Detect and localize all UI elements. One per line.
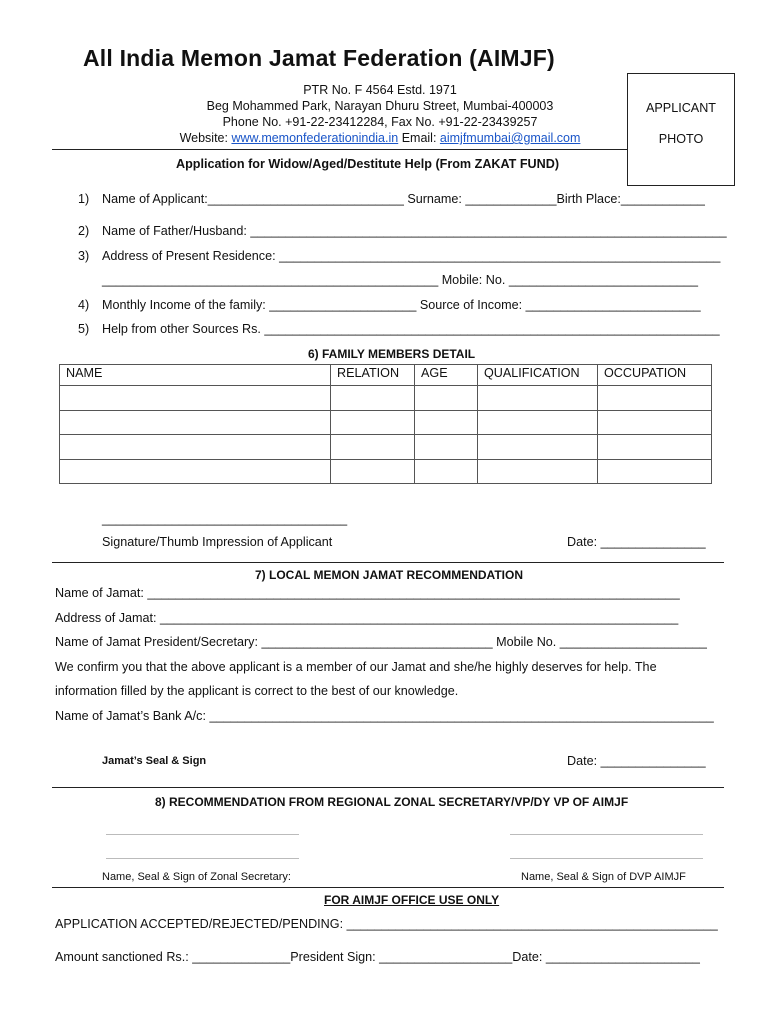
table-header-row — [60, 365, 712, 386]
field-number-1: 1) — [78, 192, 90, 206]
column-header-relation: RELATION — [331, 365, 415, 386]
org-phone: Phone No. +91-22-23412284, Fax No. +91-22-23439257 — [222, 115, 538, 129]
table-cell[interactable] — [415, 435, 478, 460]
table-row — [60, 459, 712, 484]
form-title: Application for Widow/Aged/Destitute Help (From ZAKAT FUND) — [176, 157, 560, 171]
table-row — [60, 386, 712, 411]
applicant-photo-box[interactable] — [627, 73, 735, 186]
table-cell[interactable] — [598, 435, 712, 460]
email-link[interactable]: aimjfmumbai@gmail.com — [439, 131, 581, 145]
email-label: Email: — [398, 131, 440, 145]
jamat-seal-sign-label: Jamat’s Seal & Sign — [102, 755, 207, 767]
website-label: Website: — [179, 131, 232, 145]
family-section-heading: 6) FAMILY MEMBERS DETAIL — [308, 347, 476, 361]
photo-label-applicant: APPLICANT — [646, 101, 716, 115]
table-cell[interactable] — [60, 386, 331, 411]
application-status-field[interactable]: APPLICATION ACCEPTED/REJECTED/PENDING: _____________________________________________________ — [55, 917, 718, 931]
photo-label-photo: PHOTO — [658, 132, 704, 146]
table-cell[interactable] — [478, 435, 598, 460]
dvp-label: Name, Seal & Sign of DVP AIMJF — [521, 871, 686, 883]
table-cell[interactable] — [331, 386, 415, 411]
jamat-name-field[interactable]: Name of Jamat: ____________________________________________________________________________ — [55, 586, 680, 600]
table-cell[interactable] — [598, 459, 712, 484]
header-divider — [52, 149, 627, 150]
column-header-qualification: QUALIFICATION — [478, 365, 598, 386]
column-header-name: NAME — [60, 365, 331, 386]
page-title: All India Memon Jamat Federation (AIMJF) — [83, 45, 555, 71]
regional-section-heading: 8) RECOMMENDATION FROM REGIONAL ZONAL SECRETARY/VP/DY VP OF AIMJF — [155, 795, 629, 809]
applicant-name-field[interactable]: Name of Applicant:____________________________ Surname: _____________Birth Place:____________ — [102, 192, 705, 206]
signature-line[interactable]: ___________________________________ — [102, 512, 348, 526]
table-cell[interactable] — [478, 386, 598, 411]
table-cell[interactable] — [60, 459, 331, 484]
table-cell[interactable] — [60, 410, 331, 435]
field-number-4: 4) — [78, 298, 90, 312]
table-cell[interactable] — [60, 435, 331, 460]
field-number-3: 3) — [78, 249, 90, 263]
confirmation-text-line2: information filled by the applicant is correct to the best of our knowledge. — [55, 684, 459, 698]
zonal-sign-line-2[interactable] — [106, 858, 299, 859]
residence-address-field[interactable]: Address of Present Residence: _______________________________________________________________ — [102, 249, 721, 263]
section-divider — [52, 887, 724, 888]
field-number-5: 5) — [78, 322, 90, 336]
column-header-occupation: OCCUPATION — [598, 365, 712, 386]
office-use-heading: FOR AIMJF OFFICE USE ONLY — [324, 893, 500, 907]
field-number-2: 2) — [78, 224, 90, 238]
confirmation-text-line1: We confirm you that the above applicant is a member of our Jamat and she/he highly deserves for help. The — [55, 660, 657, 674]
registration-number: PTR No. F 4564 Estd. 1971 — [303, 83, 457, 97]
zonal-sign-line-1[interactable] — [106, 834, 299, 835]
table-cell[interactable] — [598, 386, 712, 411]
table-cell[interactable] — [598, 410, 712, 435]
residence-mobile-field[interactable]: ________________________________________________ Mobile: No. ___________________________ — [102, 273, 698, 287]
family-members-table — [59, 364, 712, 484]
jamat-bank-field[interactable]: Name of Jamat’s Bank A/c: ________________________________________________________________________ — [55, 709, 714, 723]
applicant-date-field[interactable]: Date: _______________ — [567, 535, 706, 549]
org-contact-line — [160, 131, 600, 145]
jamat-address-field[interactable]: Address of Jamat: __________________________________________________________________________ — [55, 611, 679, 625]
column-header-age: AGE — [415, 365, 478, 386]
section-divider — [52, 787, 724, 788]
table-cell[interactable] — [331, 435, 415, 460]
website-link[interactable]: www.memonfederationindia.in — [231, 131, 399, 145]
table-cell[interactable] — [415, 386, 478, 411]
table-row — [60, 435, 712, 460]
table-cell[interactable] — [331, 459, 415, 484]
table-cell[interactable] — [331, 410, 415, 435]
zonal-secretary-label: Name, Seal & Sign of Zonal Secretary: — [102, 871, 291, 883]
table-row — [60, 410, 712, 435]
signature-label: Signature/Thumb Impression of Applicant — [102, 535, 333, 549]
jamat-president-field[interactable]: Name of Jamat President/Secretary: _________________________________ Mobile No. _____________________ — [55, 635, 707, 649]
table-cell[interactable] — [478, 410, 598, 435]
other-help-field[interactable]: Help from other Sources Rs. _________________________________________________________________ — [102, 322, 720, 336]
father-husband-field[interactable]: Name of Father/Husband: ____________________________________________________________________ — [102, 224, 727, 238]
amount-sanctioned-field[interactable]: Amount sanctioned Rs.: ______________President Sign: ___________________Date: ______________________ — [55, 950, 700, 964]
monthly-income-field[interactable]: Monthly Income of the family: _____________________ Source of Income: _________________________ — [102, 298, 701, 312]
table-cell[interactable] — [415, 410, 478, 435]
org-address: Beg Mohammed Park, Narayan Dhuru Street, Mumbai-400003 — [206, 99, 554, 113]
dvp-sign-line-1[interactable] — [510, 834, 703, 835]
jamat-section-heading: 7) LOCAL MEMON JAMAT RECOMMENDATION — [255, 568, 523, 582]
section-divider — [52, 562, 724, 563]
jamat-date-field[interactable]: Date: _______________ — [567, 754, 706, 768]
table-cell[interactable] — [415, 459, 478, 484]
dvp-sign-line-2[interactable] — [510, 858, 703, 859]
table-cell[interactable] — [478, 459, 598, 484]
